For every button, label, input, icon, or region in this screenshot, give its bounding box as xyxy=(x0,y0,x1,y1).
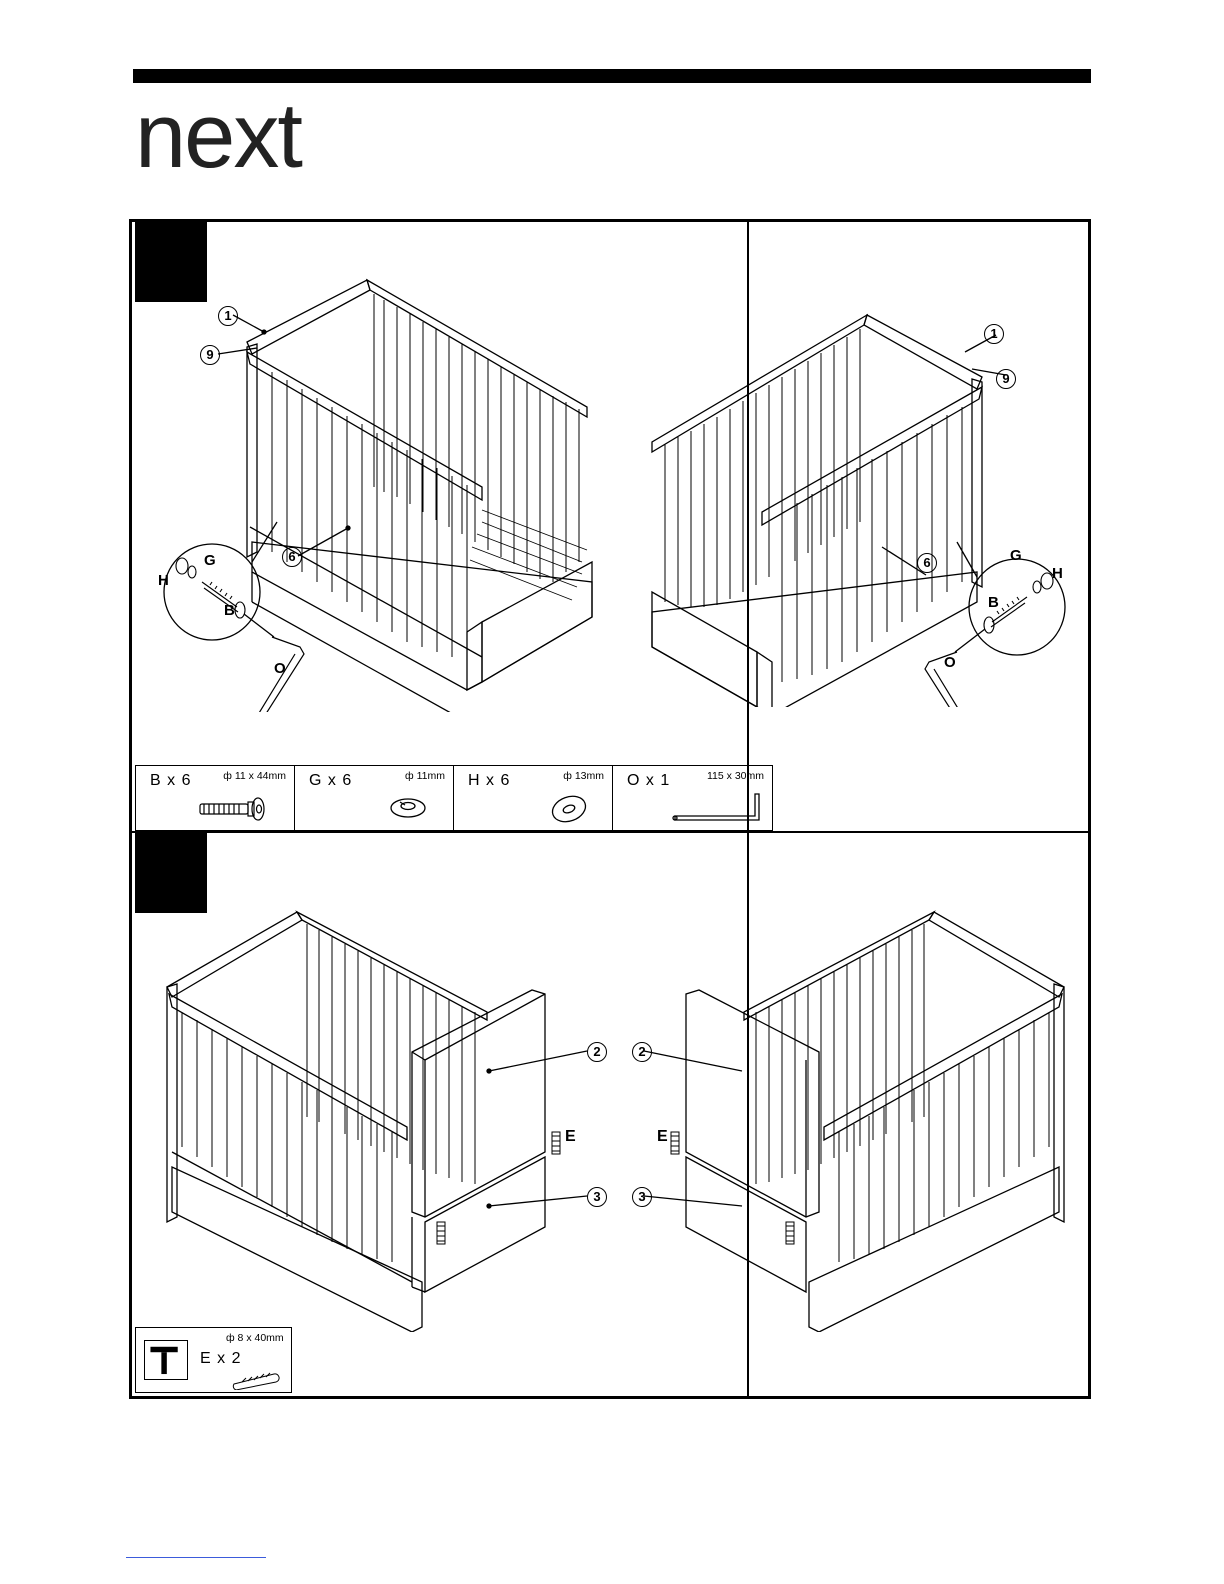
part-cell-G xyxy=(295,766,454,830)
callout-G-right: G xyxy=(1010,547,1022,564)
step1-right-figure xyxy=(647,307,1092,707)
part-cell-O xyxy=(613,766,772,830)
part-dimension: ф 11mm xyxy=(405,770,445,782)
dowel-dimension: ф 8 x 40mm xyxy=(226,1332,284,1344)
part-quantity: B x 6 xyxy=(150,772,192,789)
dowel-quantity: E x 2 xyxy=(200,1350,242,1367)
callout-part-6: 6 xyxy=(282,547,302,567)
brand-logo xyxy=(133,93,393,183)
part-cell-B xyxy=(136,766,295,830)
allen-key-icon xyxy=(663,792,768,828)
callout-O: O xyxy=(274,660,286,677)
callout-B-right: B xyxy=(988,594,999,611)
brand-wordmark: next xyxy=(135,93,301,183)
hammer-icon xyxy=(144,1340,188,1380)
step1-left-figure xyxy=(152,272,622,712)
tool-and-parts-box xyxy=(135,1327,292,1393)
bolt-icon xyxy=(186,792,291,828)
callout-part-9: 9 xyxy=(200,345,220,365)
part-cell-H xyxy=(454,766,613,830)
callout-O-right: O xyxy=(944,654,956,671)
flat-washer-icon xyxy=(504,792,609,828)
callout-part-3-right: 3 xyxy=(632,1187,652,1207)
step2-left-figure xyxy=(157,902,617,1332)
callout-part-1: 1 xyxy=(218,306,238,326)
part-dimension: 115 x 30mm xyxy=(707,770,764,782)
footer-link-underline xyxy=(126,1557,266,1558)
step2-right-figure xyxy=(629,902,1074,1332)
callout-E-right: E xyxy=(657,1128,668,1145)
part-dimension: ф 11 x 44mm xyxy=(223,770,286,782)
callout-part-2-right: 2 xyxy=(632,1042,652,1062)
callout-part-1-right: 1 xyxy=(984,324,1004,344)
part-quantity: O x 1 xyxy=(627,772,671,789)
dowel-icon xyxy=(230,1370,286,1390)
step-number-box-2 xyxy=(135,833,207,913)
callout-part-9-right: 9 xyxy=(996,369,1016,389)
part-dimension: ф 13mm xyxy=(563,770,604,782)
parts-list xyxy=(135,765,773,831)
callout-H-right: H xyxy=(1052,565,1063,582)
callout-part-6-right: 6 xyxy=(917,553,937,573)
row-divider xyxy=(132,831,1088,833)
callout-part-3: 3 xyxy=(587,1187,607,1207)
callout-E: E xyxy=(565,1128,576,1145)
callout-part-2: 2 xyxy=(587,1042,607,1062)
spring-washer-icon xyxy=(345,792,450,828)
part-quantity: G x 6 xyxy=(309,772,353,789)
callout-B: B xyxy=(224,602,235,619)
top-rule xyxy=(133,69,1091,83)
part-quantity: H x 6 xyxy=(468,772,511,789)
callout-H: H xyxy=(158,572,169,589)
callout-G: G xyxy=(204,552,216,569)
instruction-grid xyxy=(129,219,1091,1399)
